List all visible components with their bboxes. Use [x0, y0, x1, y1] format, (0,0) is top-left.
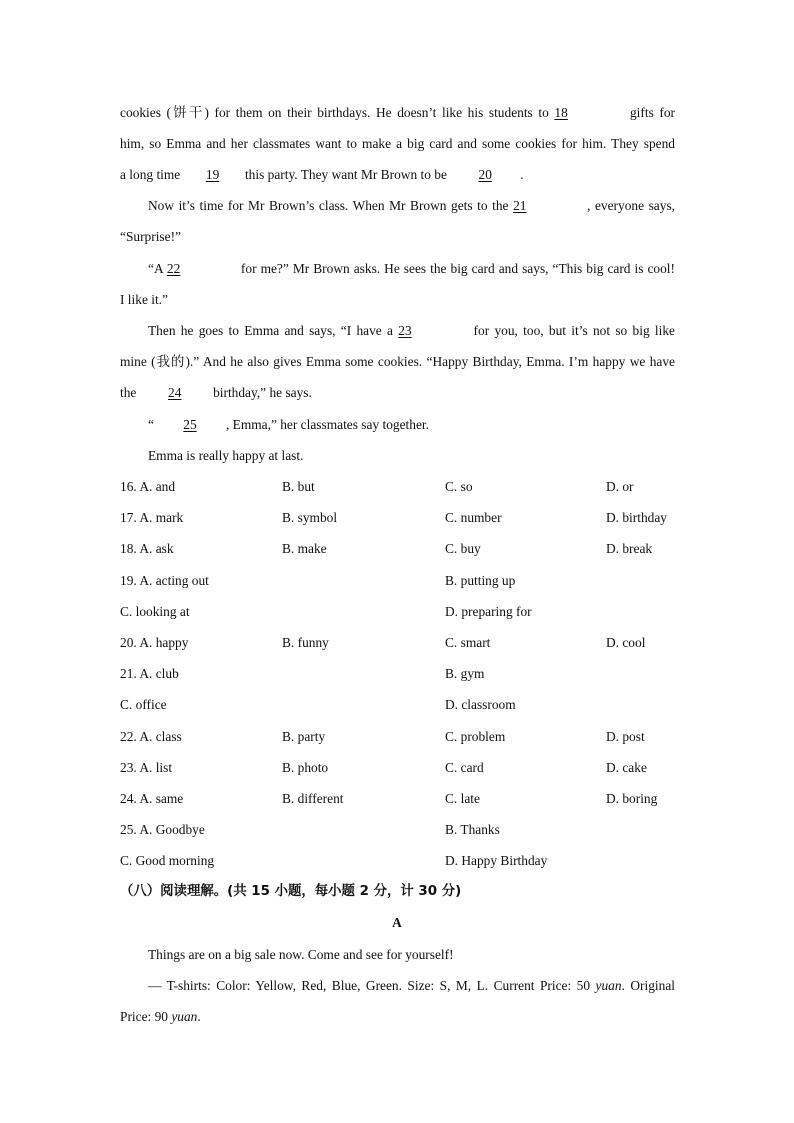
currency-text: yuan — [595, 978, 622, 993]
option-d: D. post — [606, 729, 645, 744]
passage-line: mine (我的).” And he also gives Emma some cookies. “Happy Birthday, Emma. I’m happy we have — [120, 354, 675, 369]
passage-text: gifts for — [624, 105, 675, 120]
passage-text: “A — [148, 261, 167, 276]
passage-text: Then he goes to Emma and says, “I have a — [148, 323, 399, 338]
passage-text: Now it’s time for Mr Brown’s class. When Mr Brown gets to the — [148, 198, 514, 213]
section-heading: （八）阅读理解。(共 15 小题，每小题 2 分，计 30 分) — [120, 884, 462, 899]
passage-line — [148, 416, 675, 434]
option-a: 22. A. class — [120, 729, 182, 744]
option-b: B. but — [282, 479, 315, 494]
passage-line — [120, 104, 675, 122]
passage-line — [120, 166, 675, 184]
option-c: C. problem — [445, 729, 506, 744]
option-b: B. photo — [282, 760, 329, 775]
option-d: D. Happy Birthday — [445, 853, 548, 868]
blank-18: 18 — [554, 105, 568, 120]
passage-line — [148, 260, 675, 278]
option-b: B. Thanks — [445, 822, 500, 837]
passage-line: Emma is really happy at last. — [148, 448, 304, 463]
blank-22: 22 — [166, 261, 181, 276]
option-a: 20. A. happy — [120, 635, 189, 650]
passage-text: . — [520, 167, 524, 182]
option-d: D. birthday — [606, 510, 667, 525]
option-a: 24. A. same — [120, 791, 184, 806]
passage-text: the — [120, 385, 140, 400]
blank-20: 20 — [478, 167, 492, 182]
option-a: 21. A. club — [120, 666, 179, 681]
passage-text: cookies (饼干) for them on their birthdays. He doesn’t like his students to — [120, 105, 555, 120]
option-a: 16. A. and — [120, 479, 176, 494]
passage-text: for me?” Mr Brown asks. He sees the big card and says, “This big card is cool! — [236, 261, 675, 276]
option-b: B. gym — [445, 666, 485, 681]
passage-line — [148, 197, 675, 215]
option-d: D. boring — [606, 791, 658, 806]
option-c: C. card — [445, 760, 484, 775]
blank-25: 25 — [183, 417, 197, 432]
option-c: C. looking at — [120, 604, 190, 619]
option-d: D. cool — [606, 635, 646, 650]
option-c: C. buy — [445, 541, 481, 556]
reading-text: . — [197, 1009, 201, 1024]
option-a: 23. A. list — [120, 760, 173, 775]
passage-text: a long time — [120, 167, 184, 182]
option-b: B. party — [282, 729, 326, 744]
passage-line: I like it.” — [120, 292, 168, 307]
option-c: C. office — [120, 697, 167, 712]
passage-text: for you, too, but it’s not so big like — [468, 323, 675, 338]
option-a: 25. A. Goodbye — [120, 822, 205, 837]
option-b: B. symbol — [282, 510, 338, 525]
reading-text: . Original — [621, 978, 675, 993]
passage-text: , Emma,” her classmates say together. — [225, 417, 429, 432]
blank-21: 21 — [513, 198, 527, 213]
reading-text: — T-shirts: Color: Yellow, Red, Blue, Green. Size: S, M, L. Current Price: 50 — [148, 978, 596, 993]
option-d: D. cake — [606, 760, 647, 775]
reading-intro: Things are on a big sale now. Come and see for yourself! — [148, 947, 454, 962]
option-a: 19. A. acting out — [120, 573, 209, 588]
currency-text: yuan — [171, 1009, 198, 1024]
passage-text: , everyone says, — [587, 198, 675, 213]
option-c: C. late — [445, 791, 480, 806]
option-c: C. so — [445, 479, 473, 494]
passage-text: birthday,” he says. — [209, 385, 312, 400]
blank-23: 23 — [398, 323, 412, 338]
option-b: B. make — [282, 541, 327, 556]
passage-line: “Surprise!” — [120, 229, 181, 244]
passage-line — [120, 384, 675, 402]
option-c: C. smart — [445, 635, 491, 650]
reading-text: Price: 90 — [120, 1009, 172, 1024]
passage-line: him, so Emma and her classmates want to make a big card and some cookies for him. They spend — [120, 136, 675, 151]
reading-line — [148, 977, 675, 995]
part-label: A — [392, 915, 402, 930]
option-c: C. Good morning — [120, 853, 215, 868]
passage-text: “ — [148, 417, 154, 432]
option-d: D. classroom — [445, 697, 516, 712]
blank-19: 19 — [205, 167, 220, 182]
option-a: 17. A. mark — [120, 510, 184, 525]
option-b: B. funny — [282, 635, 329, 650]
blank-24: 24 — [168, 385, 182, 400]
option-d: D. preparing for — [445, 604, 532, 619]
option-d: D. or — [606, 479, 634, 494]
passage-text: this party. They want Mr Brown to be — [241, 167, 451, 182]
option-a: 18. A. ask — [120, 541, 174, 556]
option-c: C. number — [445, 510, 502, 525]
option-b: B. different — [282, 791, 344, 806]
passage-line — [148, 322, 675, 340]
reading-line — [120, 1008, 675, 1026]
option-d: D. break — [606, 541, 653, 556]
option-b: B. putting up — [445, 573, 516, 588]
